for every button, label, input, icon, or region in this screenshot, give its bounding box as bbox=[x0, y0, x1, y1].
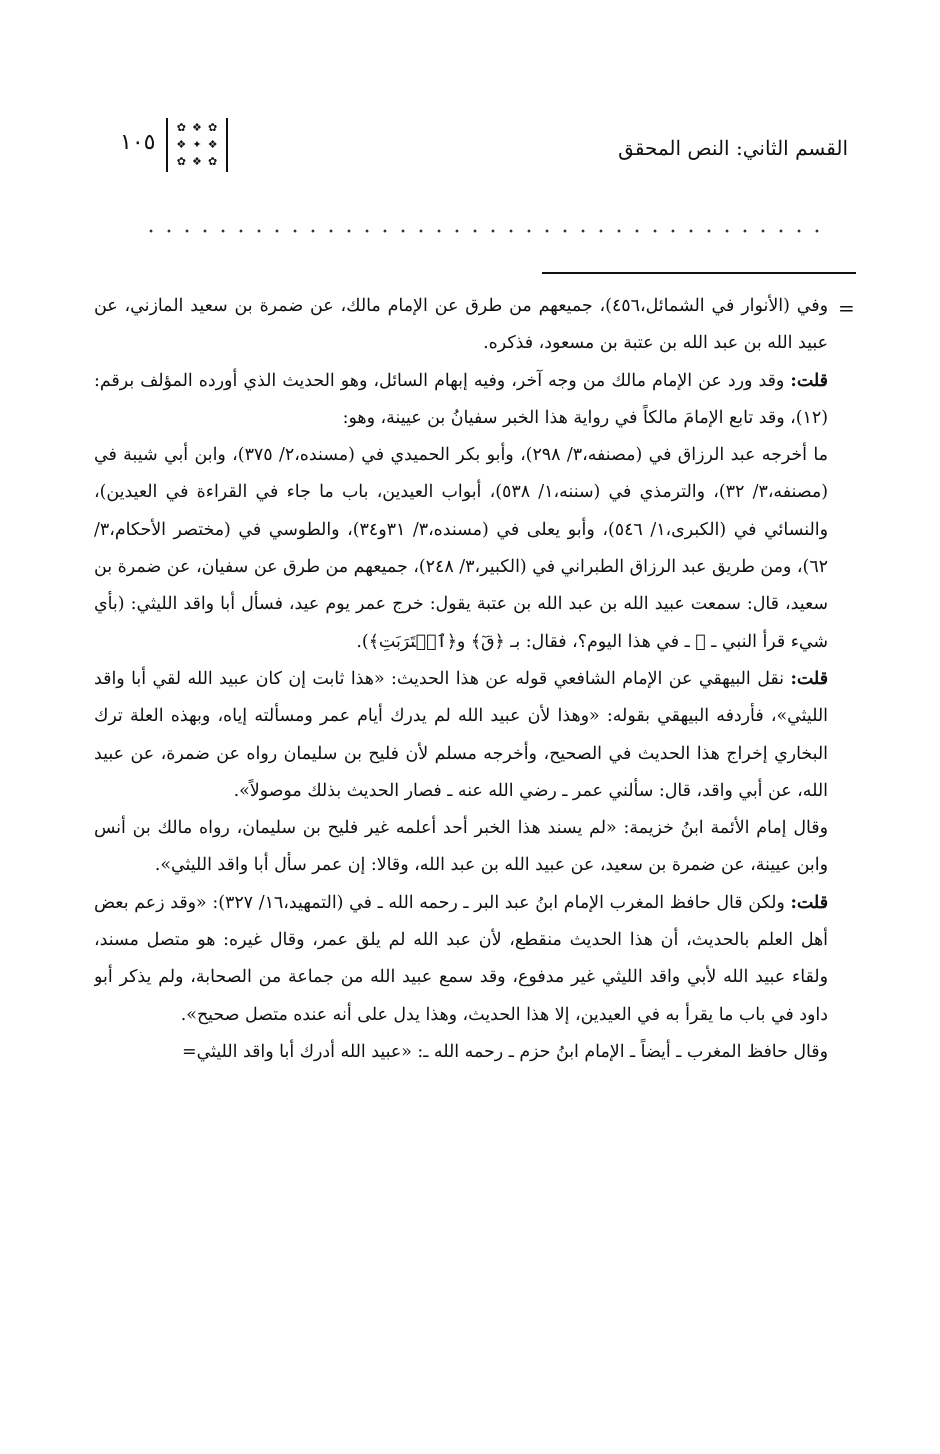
page-header bbox=[0, 100, 940, 180]
paragraph bbox=[94, 810, 828, 885]
paragraph bbox=[94, 288, 828, 363]
ornament-flower-icon: ✿ bbox=[176, 154, 186, 168]
ornament-right-rule bbox=[226, 118, 228, 172]
paragraph-text: ولكن قال حافظ المغرب الإمام ابنُ عبد البر ـ رحمه الله ـ في (التمهيد،١٦/ ٣٢٧): «وقد زعم بعض أهل العلم بالحديث، أن هذا الحديث منقطع، لأن عبد الله لم يلق عمر، وقال غيره: هو متصل مسند، ولقاء عبيد الله لأبي واقد الليثي غير مدفوع، وقد سمع عبيد الله من جماعة من الصحابة، ولم يذكر أبو داود في باب ما يقرأ به في العيدين، إلا هذا الحديث، وهذا يدل على أنه عنده متصل صحيح». bbox=[94, 892, 828, 1025]
paragraph bbox=[94, 1034, 828, 1071]
footnote-rule bbox=[542, 272, 856, 274]
paragraph-lead: قلت: bbox=[790, 668, 828, 689]
paragraph bbox=[94, 437, 828, 661]
paragraph-lead: قلت: bbox=[790, 370, 828, 391]
ornament-flower-icon: ✦ bbox=[192, 137, 202, 151]
page-number: ١٠٥ bbox=[120, 130, 156, 155]
paragraph-text: وفي (الأنوار في الشمائل،٤٥٦)، جميعهم من طرق عن الإمام مالك، عن ضمرة بن سعيد المازني، عن عبيد الله بن عبد الله بن عتبة بن مسعود، فذكره. bbox=[94, 296, 828, 354]
ornament-flower-icon: ✿ bbox=[176, 120, 186, 134]
ornament-flower-icon: ❖ bbox=[192, 120, 202, 134]
running-header-title: القسم الثاني: النص المحقق bbox=[618, 136, 848, 160]
ornament-left-rule bbox=[166, 118, 168, 172]
paragraph bbox=[94, 661, 828, 810]
paragraph-text: نقل البيهقي عن الإمام الشافعي قوله عن هذا الحديث: «هذا ثابت إن كان عبيد الله لقي أبا واقد الليثي»، فأردفه البيهقي بقوله: «وهذا لأن عبيد الله لم يدرك أيام عمر ومسألته إياه، وبهذه العلة ترك البخاري إخراج هذا الحديث في الصحيح، وأخرجه مسلم لأن فليح بن سليمان رواه عن ضمرة، عن عبيد الله، عن أبي واقد، قال: سألني عمر ـ رضي الله عنه ـ فصار الحديث بذلك موصولاً». bbox=[94, 668, 828, 801]
ornament-flower-icon: ❖ bbox=[192, 154, 202, 168]
dotted-separator bbox=[142, 224, 822, 238]
paragraph-lead: قلت: bbox=[790, 892, 828, 913]
ornament-flower-icon: ✿ bbox=[208, 154, 218, 168]
ornament-flower-icon: ❖ bbox=[207, 137, 218, 151]
paragraph-text: وقد ورد عن الإمام مالك من وجه آخر، وفيه إبهام السائل، وهو الحديث الذي أورده المؤلف برقم: (١٢)، وقد تابع الإمامَ مالكاً في رواية هذا الخبر سفيانُ بن عيينة، وهو: bbox=[94, 370, 828, 428]
ornament-flower-icon: ✿ bbox=[208, 120, 218, 134]
footnote-body bbox=[94, 288, 828, 1408]
ornament-pattern bbox=[174, 119, 220, 169]
paragraph-text: وقال حافظ المغرب ـ أيضاً ـ الإمام ابنُ حزم ـ رحمه الله ـ: «عبيد الله أدرك أبا واقد الليثي= bbox=[182, 1041, 828, 1062]
paragraph bbox=[94, 885, 828, 1034]
paragraph-text: وقال إمام الأئمة ابنُ خزيمة: «لم يسند هذا الخبر أحد أعلمه غير فليح بن سليمان، رواه مالك بن أنس وابن عيينة، عن ضمرة بن سعيد، عن عبيد الله بن عبد الله، وقالا: إن عمر سأل أبا واقد الليثي». bbox=[94, 818, 828, 876]
ornament-flower-icon: ❖ bbox=[176, 137, 187, 151]
paragraph bbox=[94, 363, 828, 438]
decorative-star-icon bbox=[166, 118, 228, 172]
paragraph-text: ما أخرجه عبد الرزاق في (مصنفه،٣/ ٢٩٨)، وأبو بكر الحميدي في (مسنده،٢/ ٣٧٥)، وابن أبي شيبة في (مصنفه،٣/ ٣٢)، والترمذي في (سننه،١/ ٥٣٨)، أبواب العيدين، باب ما جاء في القراءة في العيدين)، والنسائي في (الكبرى،١/ ٥٤٦)، وأبو يعلى في (مسنده،٣/ ٣١و٣٤)، والطوسي في (مختصر الأحكام،٣/ ٦٢)، ومن طريق عبد الرزاق الطبراني في (الكبير،٣/ ٢٤٨)، جميعهم من طرق عن سفيان، عن ضمرة بن سعيد، قال: سمعت عبيد الله بن عبد الله بن عتبة يقول: خرج عمر يوم عيد، فسأل أبا واقد الليثي: (بأي شيء قرأ النبي ـ ﷺ ـ في هذا اليوم؟، فقال: بـ ﴿قٓ﴾ و﴿ٱقۡتَرَبَتِ﴾). bbox=[94, 445, 828, 652]
continuation-mark: = bbox=[838, 296, 855, 320]
